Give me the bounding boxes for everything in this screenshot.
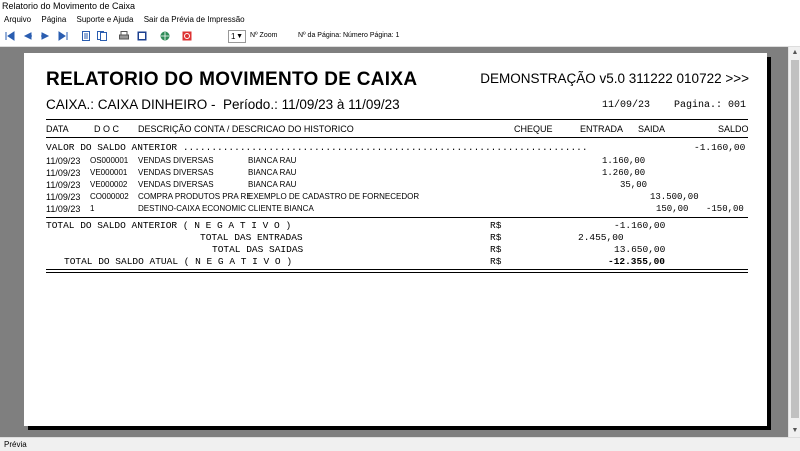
divider <box>46 119 748 120</box>
scroll-up-icon[interactable]: ▲ <box>791 49 799 56</box>
col-saldo: SALDO <box>718 124 749 134</box>
toolbar <box>0 27 800 47</box>
col-data: DATA <box>46 124 69 134</box>
col-doc: D O C <box>94 124 120 134</box>
total-label: TOTAL DAS SAIDAS <box>212 244 304 255</box>
row-conta: VENDAS DIVERSAS <box>138 168 214 177</box>
single-page-icon[interactable] <box>81 31 91 41</box>
first-page-icon[interactable] <box>5 31 15 41</box>
report-title: RELATORIO DO MOVIMENTO DE CAIXA <box>46 69 418 90</box>
export-icon[interactable] <box>137 31 147 41</box>
zoom-select[interactable]: 1 ▼ <box>228 30 246 43</box>
menu-bar <box>0 13 800 27</box>
row-entrada: 1.260,00 <box>602 168 646 178</box>
row-conta: DESTINO-CAIXA ECONOMIC <box>138 204 247 213</box>
row-hist: BIANCA RAU <box>248 168 297 177</box>
row-doc: CO000002 <box>90 192 129 201</box>
total-currency: R$ <box>490 244 502 255</box>
scroll-down-icon[interactable]: ▼ <box>791 427 799 434</box>
row-doc: OS000001 <box>90 156 129 165</box>
demo-label: DEMONSTRAÇÃO v5.0 311222 010722 >>> <box>480 71 749 86</box>
menu-suporte[interactable]: Suporte e Ajuda <box>76 15 134 24</box>
row-date: 11/09/23 <box>46 204 81 214</box>
row-conta: COMPRA PRODUTOS PRA RE <box>138 192 252 201</box>
total-value: -12.355,00 <box>608 256 666 267</box>
saldo-anterior-label: VALOR DO SALDO ANTERIOR ....................................................................... <box>46 142 588 153</box>
table-row <box>46 192 748 204</box>
row-date: 11/09/23 <box>46 156 81 166</box>
report-date: 11/09/23 <box>602 100 651 111</box>
row-hist: BIANCA RAU <box>248 180 297 189</box>
next-page-icon[interactable] <box>40 31 50 41</box>
window-title: Relatorio do Movimento de Caixa <box>0 0 800 13</box>
row-conta: VENDAS DIVERSAS <box>138 180 214 189</box>
total-label: TOTAL DO SALDO ANTERIOR ( N E G A T I V O ) <box>46 220 292 231</box>
preview-area[interactable] <box>0 47 788 437</box>
row-hist: EXEMPLO DE CADASTRO DE FORNECEDOR <box>248 192 420 201</box>
divider <box>46 217 748 218</box>
divider <box>46 269 748 270</box>
report-page <box>24 53 767 426</box>
table-row <box>46 204 748 216</box>
total-currency: R$ <box>490 220 502 231</box>
page-number-label: Nº da Página: Número Página: 1 <box>298 32 400 39</box>
caixa-period: CAIXA.: CAIXA DINHEIRO - Período.: 11/09/23 à 11/09/23 <box>46 97 400 112</box>
row-date: 11/09/23 <box>46 180 81 190</box>
multi-page-icon[interactable] <box>97 31 107 41</box>
divider <box>46 272 748 273</box>
row-entrada: 1.160,00 <box>602 156 646 166</box>
total-value: 13.650,00 <box>614 244 666 255</box>
total-label: TOTAL DAS ENTRADAS <box>200 232 303 243</box>
row-doc: VE000001 <box>90 168 128 177</box>
table-row <box>46 168 748 180</box>
total-currency: R$ <box>490 232 502 243</box>
table-row <box>46 180 748 192</box>
total-row <box>46 256 748 268</box>
status-bar: Prévia <box>0 437 800 450</box>
total-value: 2.455,00 <box>578 232 624 243</box>
row-saida: 13.500,00 <box>650 192 699 202</box>
col-saida: SAIDA <box>638 124 666 134</box>
row-date: 11/09/23 <box>46 168 81 178</box>
vertical-scrollbar[interactable] <box>788 47 800 437</box>
menu-sair-previa[interactable]: Sair da Prévia de Impressão <box>143 15 245 24</box>
last-page-icon[interactable] <box>58 31 68 41</box>
row-doc: 1 <box>90 204 95 213</box>
report-page-number: Pagina.: 001 <box>674 100 747 111</box>
divider <box>46 137 748 138</box>
col-descricao: DESCRIÇÃO CONTA / DESCRICAO DO HISTORICO <box>138 124 354 134</box>
total-row <box>46 232 748 244</box>
row-doc: VE000002 <box>90 180 128 189</box>
row-date: 11/09/23 <box>46 192 81 202</box>
menu-arquivo[interactable]: Arquivo <box>4 15 32 24</box>
total-value: -1.160,00 <box>614 220 666 231</box>
globe-icon[interactable] <box>160 31 170 41</box>
total-row <box>46 220 748 232</box>
total-label: TOTAL DO SALDO ATUAL ( N E G A T I V O ) <box>64 256 293 267</box>
col-cheque: CHEQUE <box>514 124 553 134</box>
row-hist: CLIENTE BIANCA <box>248 204 314 213</box>
row-entrada: 35,00 <box>620 180 648 190</box>
total-row <box>46 244 748 256</box>
scroll-thumb[interactable] <box>791 60 799 418</box>
close-icon[interactable] <box>182 31 192 41</box>
col-entrada: ENTRADA <box>580 124 624 134</box>
row-saldo: -150,00 <box>706 204 744 214</box>
table-row <box>46 156 748 168</box>
row-conta: VENDAS DIVERSAS <box>138 156 214 165</box>
row-saida: 150,00 <box>656 204 689 214</box>
saldo-anterior-value: -1.160,00 <box>694 142 746 153</box>
total-currency: R$ <box>490 256 502 267</box>
row-hist: BIANCA RAU <box>248 156 297 165</box>
zoom-label: Nº Zoom <box>250 32 278 39</box>
print-icon[interactable] <box>119 31 129 41</box>
prev-page-icon[interactable] <box>23 31 33 41</box>
menu-pagina[interactable]: Página <box>41 15 67 24</box>
chevron-down-icon: ▼ <box>236 33 243 40</box>
